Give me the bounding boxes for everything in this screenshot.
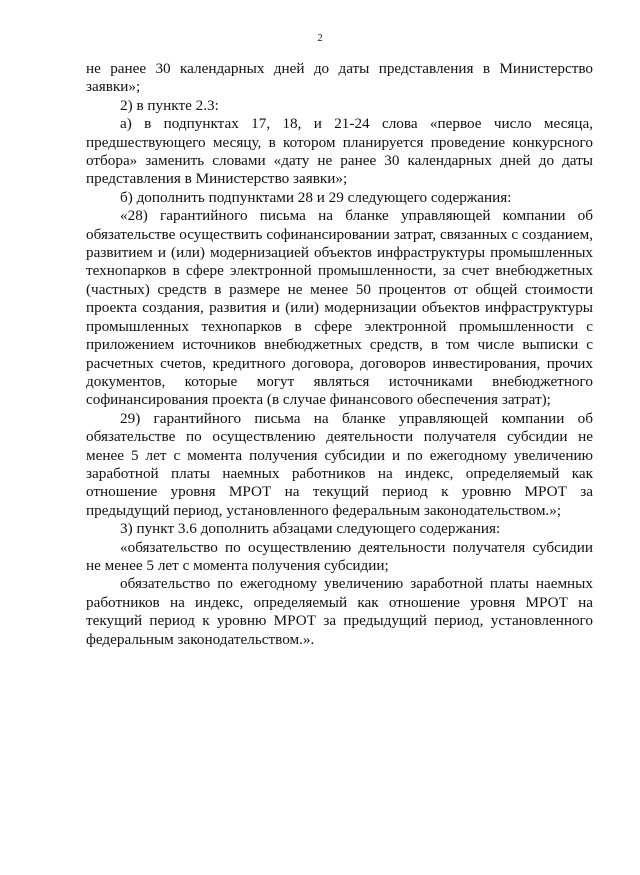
paragraph-subitem-a: а) в подпунктах 17, 18, и 21-24 слова «первое число месяца, предшествующего месяцу, в котором планируется проведение конкурсного отбора» заменить словами «дату не ранее 30 календарных дней до даты представления в Министерство заявки»;	[86, 115, 593, 188]
paragraph-subpoint-28: «28) гарантийного письма на бланке управляющей компании об обязательстве осуществить софинансировании затрат, связанных с созданием, развитием и (или) модернизацией объектов инфраструктуры промышленных технопарков в сфере электронной промышленности, за счет внебюджетных (частных) средств в размере не менее 50 процентов от общей стоимости проекта создания, развития и (или) модернизации объектов инфраструктуры промышленных технопарков в сфере электронной промышленности с приложением источников внебюджетных средств, в том числе выписки с расчетных счетов, кредитного договора, договоров инвестирования, прочих документов, которые могут являться источниками внебюджетного софинансирования проекта (в случае финансового обеспечения затрат);	[86, 207, 593, 409]
paragraph-obligation-1: «обязательство по осуществлению деятельности получателя субсидии не менее 5 лет с момента получения субсидии;	[86, 538, 593, 574]
page-number: 2	[317, 32, 323, 44]
paragraph-obligation-2: обязательство по ежегодному увеличению заработной платы наемных работников на индекс, определяемый как отношение уровня МРОТ на текущий период к уровню МРОТ за предыдущий период, установленного федеральным законодательством.».	[86, 575, 593, 648]
paragraph-subpoint-29: 29) гарантийного письма на бланке управляющей компании об обязательстве по осуществлению деятельности получателя субсидии не менее 5 лет с момента получения субсидии и по ежегодному увеличению заработной платы наемных работников на индекс, определяемый как отношение уровня МРОТ на текущий период к уровню МРОТ за предыдущий период, установленного федеральным законодательством.»;	[86, 409, 593, 519]
paragraph-item-2: 2) в пункте 2.3:	[120, 96, 219, 114]
paragraph-item-3: 3) пункт 3.6 дополнить абзацами следующего содержания:	[120, 520, 501, 538]
paragraph-continuation: не ранее 30 календарных дней до даты представления в Министерство заявки»;	[86, 60, 593, 96]
paragraph-subitem-b: б) дополнить подпунктами 28 и 29 следующего содержания:	[120, 188, 512, 206]
document-body	[86, 60, 593, 649]
